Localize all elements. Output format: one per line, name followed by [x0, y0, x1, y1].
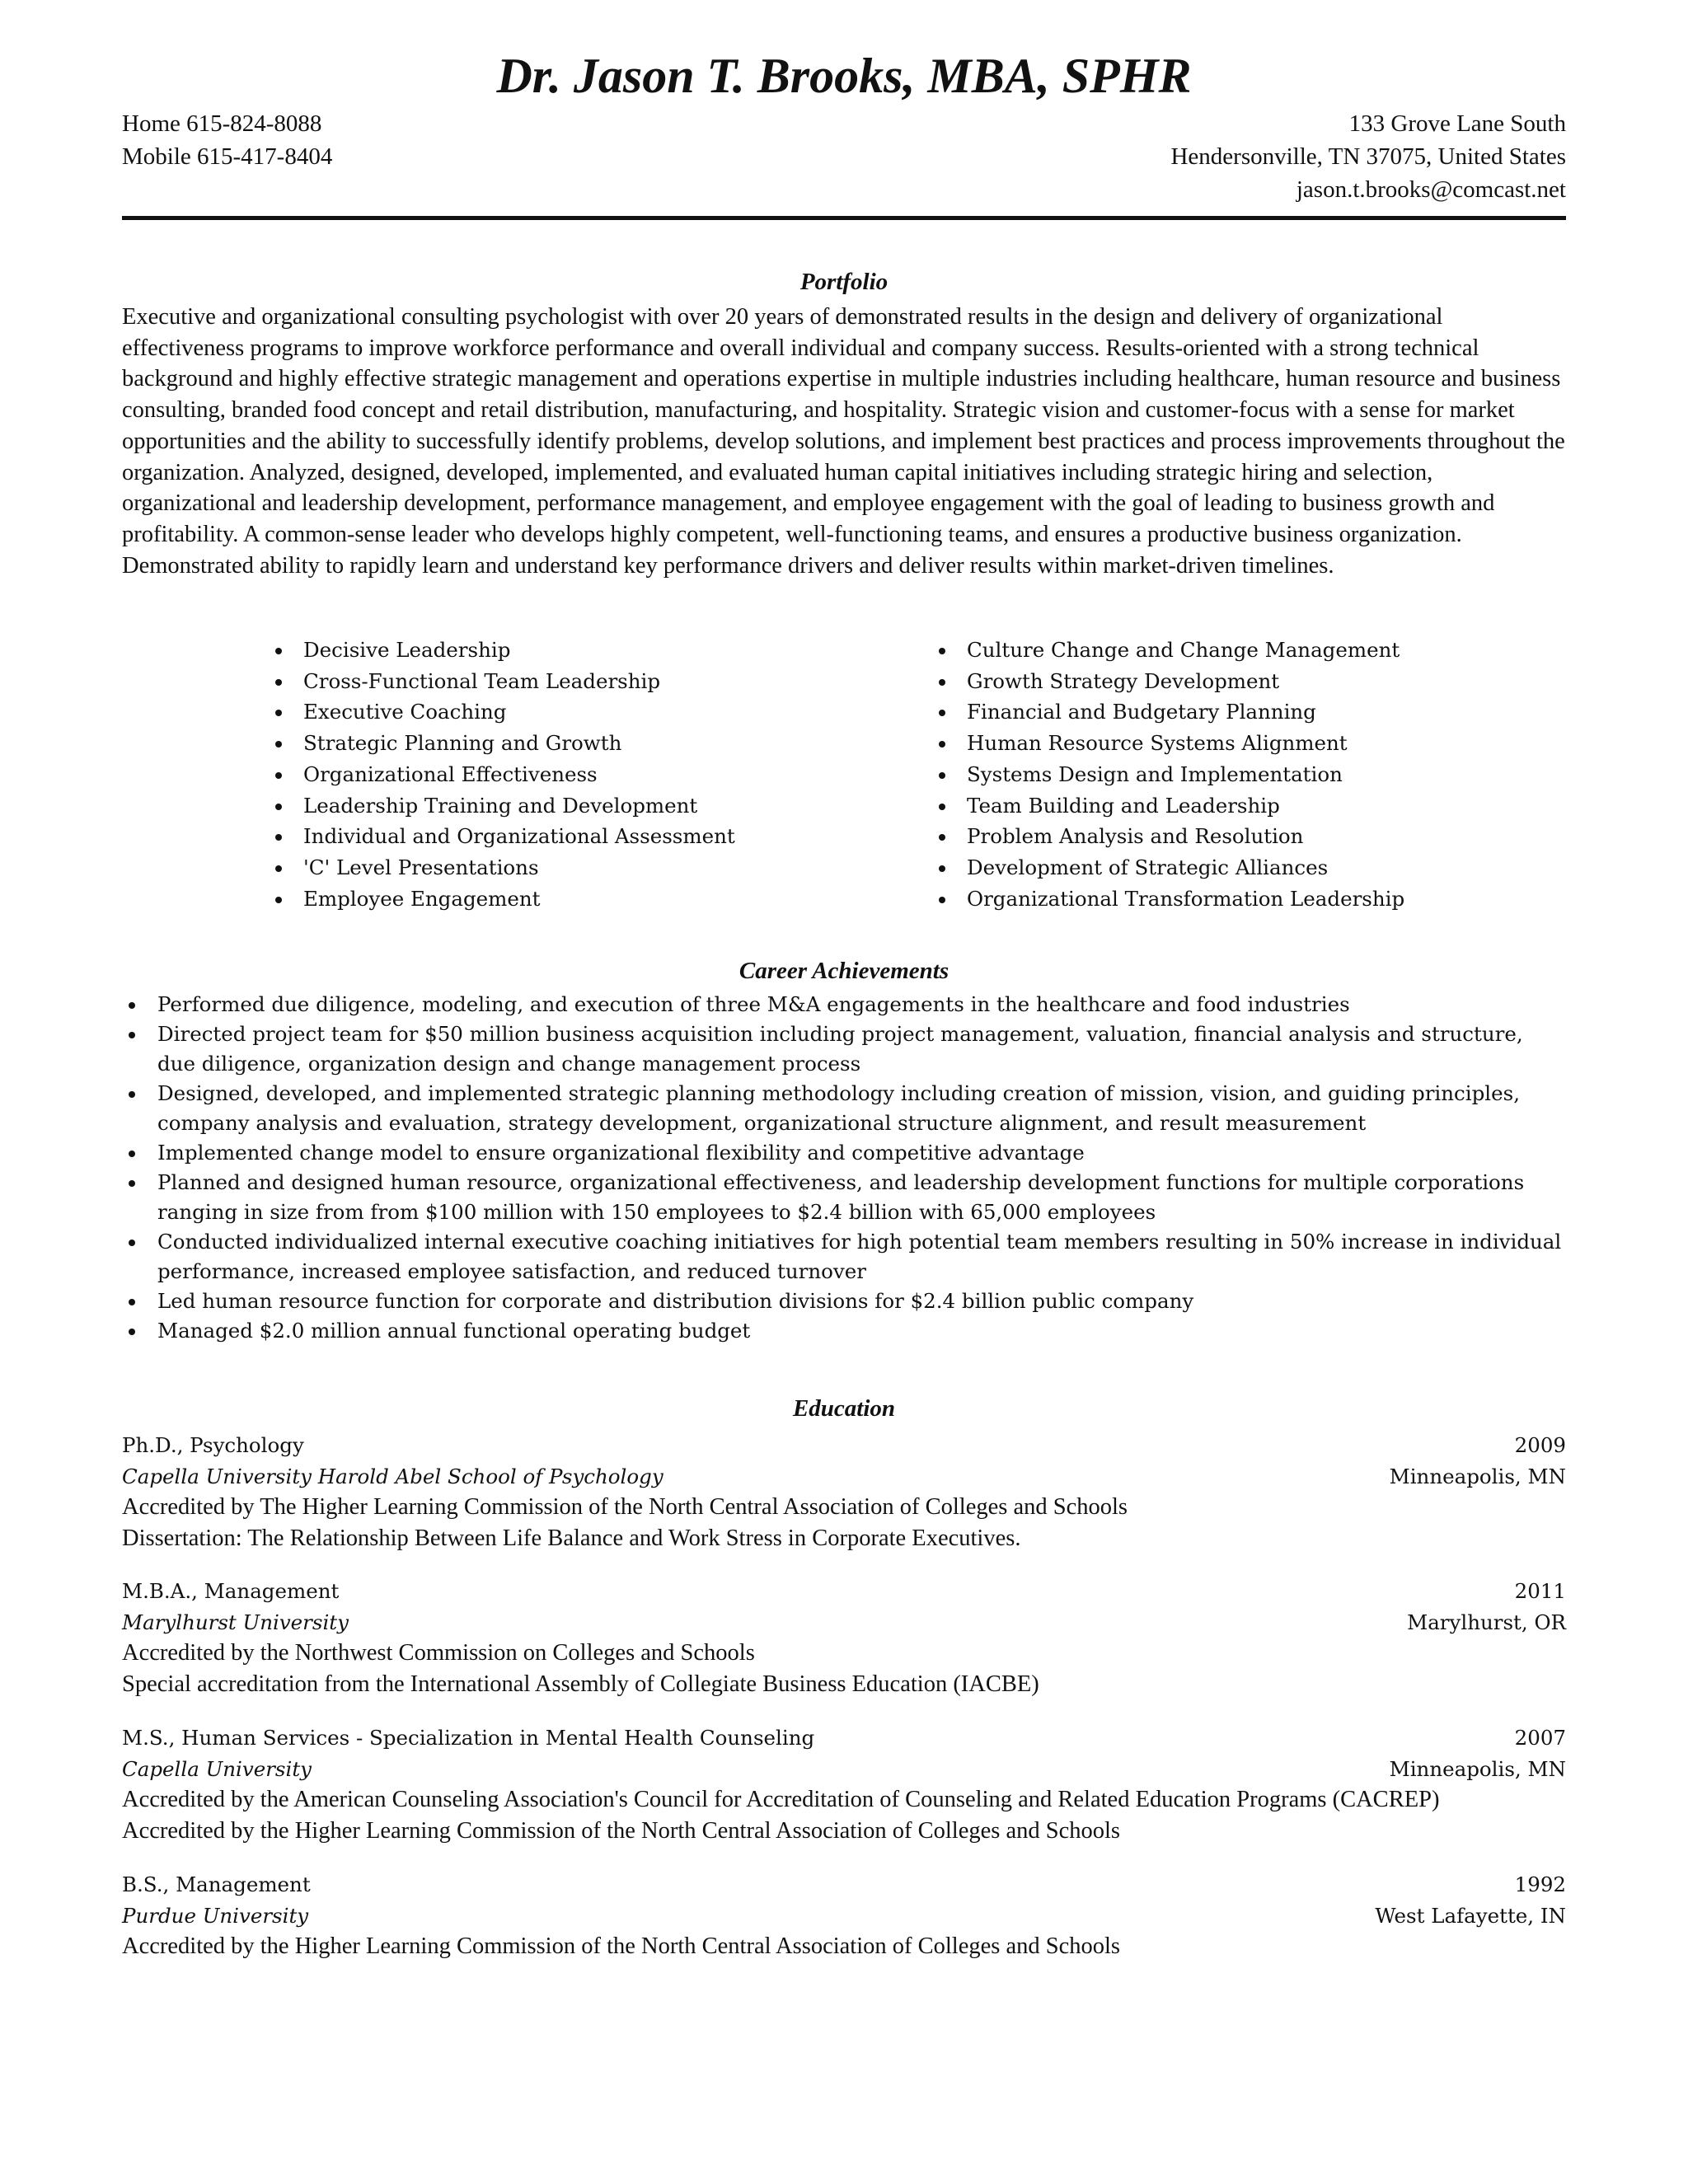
education-note: Accredited by the American Counseling Association's Council for Accreditation of Counseling and Related Education Programs (CACREP) [122, 1787, 1440, 1813]
degree-year: 2007 [1514, 1726, 1566, 1750]
address-line-1: 133 Grove Lane South [1348, 110, 1566, 137]
education-note: Accredited by the Higher Learning Commission of the North Central Association of Colleges and Schools [122, 1818, 1121, 1844]
skill-item: Organizational Effectiveness [272, 759, 735, 790]
degree-title: Ph.D., Psychology [122, 1433, 304, 1457]
skill-item: Leadership Training and Development [272, 790, 735, 822]
institution-name: Marylhurst University [122, 1610, 349, 1634]
education-note: Accredited by the Higher Learning Commission of the North Central Association of Colleges and Schools [122, 1933, 1121, 1960]
skill-item: Organizational Transformation Leadership [935, 883, 1404, 915]
institution-name: Capella University Harold Abel School of Psychology [122, 1464, 663, 1488]
degree-title: B.S., Management [122, 1872, 311, 1896]
achievements-heading: Career Achievements [738, 958, 950, 984]
header-divider [122, 216, 1566, 220]
skill-item: Culture Change and Change Management [935, 635, 1404, 666]
institution-location: Minneapolis, MN [1389, 1756, 1566, 1781]
education-note: Dissertation: The Relationship Between Life Balance and Work Stress in Corporate Executives. [122, 1526, 1021, 1552]
achievement-item: Implemented change model to ensure organizational flexibility and competitive advantage [122, 1138, 1566, 1168]
skill-item: Strategic Planning and Growth [272, 728, 735, 759]
achievement-item: Performed due diligence, modeling, and execution of three M&A engagements in the healthcare and food industries [122, 990, 1566, 1019]
skills-list-left [272, 635, 735, 914]
achievement-item: Conducted individualized internal executive coaching initiatives for high potential team members resulting in 50% increase in individual performance, increased employee satisfaction, and reduced turnover [122, 1227, 1566, 1286]
skill-item: Team Building and Leadership [935, 790, 1404, 822]
education-heading: Education [792, 1395, 896, 1422]
education-entry-mba [122, 1576, 1566, 1700]
institution-name: Purdue University [122, 1903, 309, 1928]
education-note: Accredited by The Higher Learning Commission of the North Central Association of Colleges and Schools [122, 1494, 1128, 1521]
achievement-item: Managed $2.0 million annual functional operating budget [122, 1316, 1566, 1346]
degree-title: M.S., Human Services - Specialization in Mental Health Counseling [122, 1726, 815, 1750]
skill-item: Decisive Leadership [272, 635, 735, 666]
achievement-item: Planned and designed human resource, organizational effectiveness, and leadership development functions for multiple corporations ranging in size from from $100 million with 150 employees to $2.4 billion with 65,000 employees [122, 1168, 1566, 1227]
skill-item: Growth Strategy Development [935, 666, 1404, 697]
address-line-2: Hendersonville, TN 37075, United States [1170, 143, 1566, 170]
skill-item: Executive Coaching [272, 696, 735, 728]
education-note: Accredited by the Northwest Commission on Colleges and Schools [122, 1640, 755, 1666]
email-address[interactable]: jason.t.brooks@comcast.net [1296, 176, 1566, 203]
portfolio-summary: Executive and organizational consulting psychologist with over 20 years of demonstrated results in the design and delivery of organizational effectiveness programs to improve workforce performance and overall individual and company success. Results-oriented with a strong technical background and highly effective strategic management and operations expertise in multiple industries including healthcare, human resource and business consulting, branded food concept and retail distribution, manufacturing, and hospitality. Strategic vision and customer-focus with a sense for market opportunities and the ability to successfully identify problems, develop solutions, and implement best practices and process improvements throughout the organization. Analyzed, designed, developed, implemented, and evaluated human capital initiatives including strategic hiring and selection, organizational and leadership development, performance management, and employee engagement with the goal of leading to business growth and profitability. A common-sense leader who develops highly competent, well-functioning teams, and ensures a productive business organization. Demonstrated ability to rapidly learn and understand key performance drivers and deliver results within market-driven timelines. [122, 304, 1565, 579]
degree-year: 2009 [1514, 1433, 1566, 1457]
degree-year: 1992 [1514, 1872, 1566, 1896]
skill-item: Financial and Budgetary Planning [935, 696, 1404, 728]
skill-item: Systems Design and Implementation [935, 759, 1404, 790]
home-phone: Home 615-824-8088 [122, 110, 322, 137]
skills-list-right [935, 635, 1404, 914]
skill-item: Cross-Functional Team Leadership [272, 666, 735, 697]
mobile-phone: Mobile 615-417-8404 [122, 143, 333, 170]
portfolio-heading: Portfolio [799, 269, 889, 295]
skill-item: Development of Strategic Alliances [935, 852, 1404, 883]
skill-item: 'C' Level Presentations [272, 852, 735, 883]
institution-location: Marylhurst, OR [1407, 1610, 1566, 1634]
skill-item: Individual and Organizational Assessment [272, 821, 735, 852]
degree-year: 2011 [1514, 1579, 1566, 1603]
phone-block [122, 107, 332, 173]
skill-item: Employee Engagement [272, 883, 735, 915]
education-entry-ms [122, 1722, 1566, 1847]
achievement-item: Directed project team for $50 million business acquisition including project management, valuation, financial analysis and structure, due diligence, organization design and change management process [122, 1019, 1566, 1079]
institution-location: Minneapolis, MN [1389, 1464, 1566, 1488]
skill-item: Problem Analysis and Resolution [935, 821, 1404, 852]
achievement-item: Designed, developed, and implemented strategic planning methodology including creation of mission, vision, and guiding principles, company analysis and evaluation, strategy development, organizational structure alignment, and result measurement [122, 1079, 1566, 1138]
education-note: Special accreditation from the International Assembly of Collegiate Business Education (IACBE) [122, 1671, 1039, 1698]
education-entry-phd [122, 1430, 1566, 1554]
achievement-item: Led human resource function for corporate and distribution divisions for $2.4 billion public company [122, 1286, 1566, 1316]
achievements-list [122, 990, 1566, 1346]
degree-title: M.B.A., Management [122, 1579, 340, 1603]
education-entry-bs [122, 1869, 1566, 1962]
skill-item: Human Resource Systems Alignment [935, 728, 1404, 759]
address-block [1170, 107, 1566, 206]
institution-location: West Lafayette, IN [1375, 1903, 1566, 1928]
institution-name: Capella University [122, 1756, 312, 1781]
candidate-name: Dr. Jason T. Brooks, MBA, SPHR [496, 49, 1192, 103]
